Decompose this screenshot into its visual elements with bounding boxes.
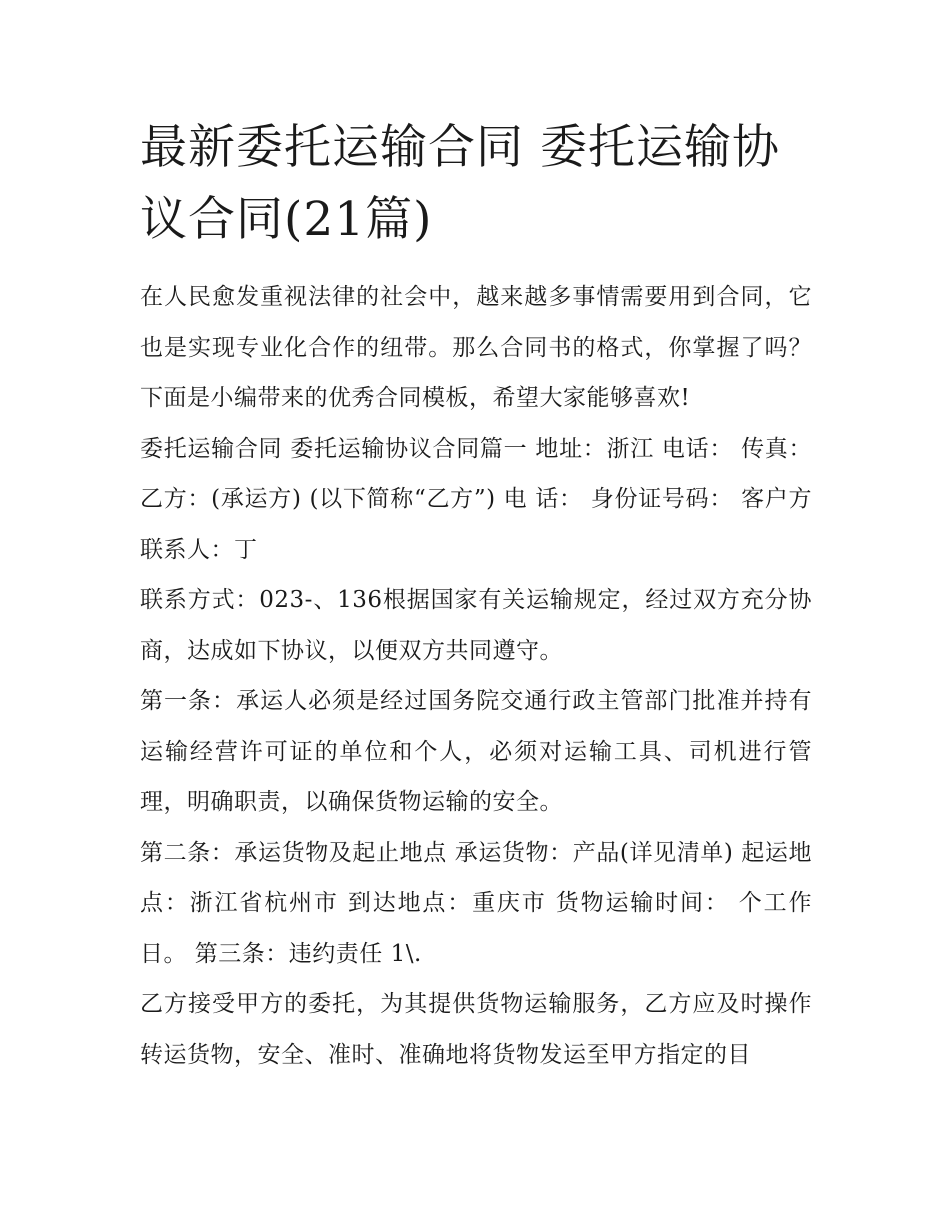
document-page [140,112,812,1080]
paragraph-article-2: 第二条：承运货物及起止地点 承运货物：产品(详见清单) 起运地点：浙江省杭州市 到达地点：重庆市 货物运输时间： 个工作日。 第三条：违约责任 1\. [140,839,812,967]
paragraph-service: 乙方接受甲方的委托，为其提供货物运输服务，乙方应及时操作转运货物，安全、准时、准确地将货物发运至甲方指定的目 [140,991,812,1068]
paragraph-article-1: 第一条：承运人必须是经过国务院交通行政主管部门批准并持有运输经营许可证的单位和个人，必须对运输工具、司机进行管理，明确职责，以确保货物运输的安全。 [140,688,812,815]
paragraph-contact: 联系方式：023-、136根据国家有关运输规定，经过双方充分协商，达成如下协议，以便双方共同遵守。 [140,587,812,664]
paragraph-intro: 在人民愈发重视法律的社会中，越来越多事情需要用到合同，它也是实现专业化合作的纽带。那么合同书的格式，你掌握了吗？下面是小编带来的优秀合同模板，希望大家能够喜欢! [140,284,812,411]
document-title: 最新委托运输合同 委托运输协议合同(21篇) [140,120,780,247]
paragraph-contract-header: 委托运输合同 委托运输协议合同篇一 地址：浙江 电话： 传真： 乙方：(承运方) (以下简称“乙方”) 电 话： 身份证号码： 客户方联系人：丁 [140,435,812,563]
